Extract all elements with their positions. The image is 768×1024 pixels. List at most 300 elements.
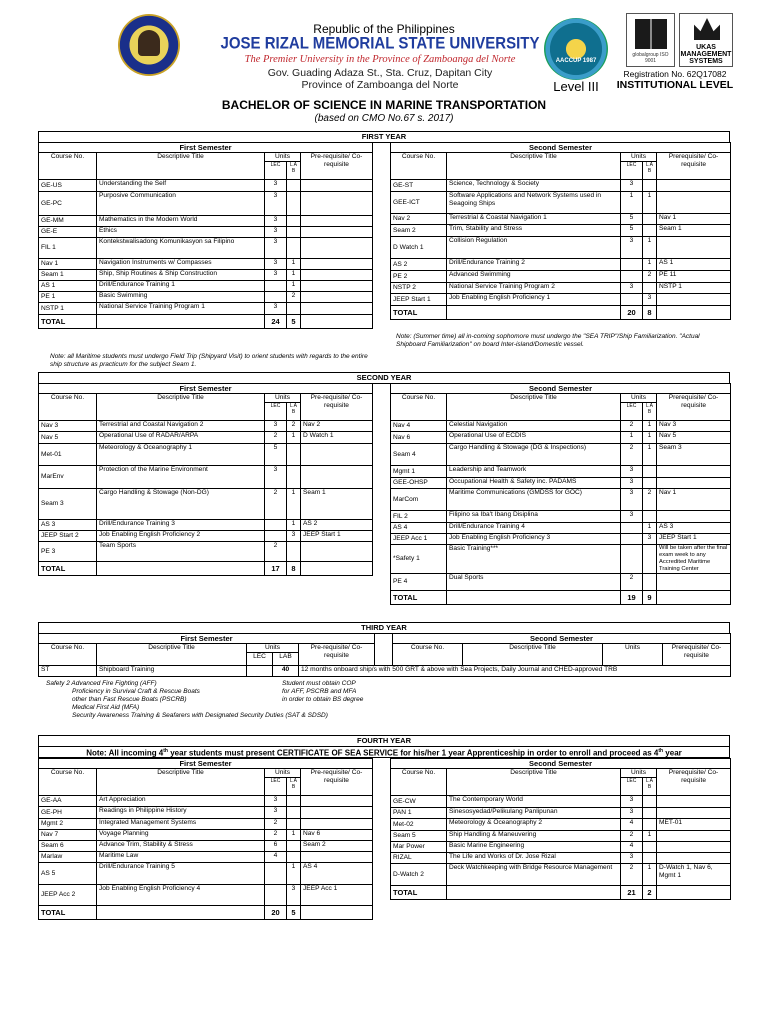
col-lec: LEC [265, 162, 287, 180]
total-lab: 8 [287, 562, 301, 576]
course-prereq: JEEP Acc 1 [301, 885, 373, 906]
col-lec: LEC [621, 403, 643, 421]
col-descriptive-title: Descriptive Title [463, 644, 603, 665]
course-prereq [301, 852, 373, 863]
course-lec [265, 531, 287, 542]
course-row [391, 259, 731, 271]
course-row [391, 864, 731, 886]
course-prereq: AS 4 [301, 863, 373, 885]
course-no: ST [39, 666, 97, 677]
course-lab: 2 [287, 421, 301, 432]
course-row [39, 852, 373, 863]
course-lab [287, 807, 301, 819]
col-lab: L A B [287, 162, 301, 180]
course-prereq [657, 192, 731, 214]
course-prereq: Nav 1 [657, 489, 731, 511]
course-title: Software Applications and Network Systems used in Seagoing Ships [447, 192, 621, 214]
course-lec: 4 [621, 819, 643, 831]
course-lab: 1 [287, 432, 301, 444]
institutional-level: INSTITUTIONAL LEVEL [616, 79, 734, 91]
course-row [391, 489, 731, 511]
course-lab: 1 [643, 192, 657, 214]
course-lab: 1 [643, 421, 657, 432]
university-motto: The Premier University in the Province of Zamboanga del Norte [244, 54, 516, 65]
course-lec [265, 520, 287, 531]
col-prerequisite: Prerequisite/ Co-requisite [657, 153, 731, 180]
course-lec: 3 [265, 270, 287, 281]
course-no: JEEP Acc 1 [391, 534, 447, 545]
course-no: Nav 6 [391, 432, 447, 444]
course-title: Readings in Philippine History [97, 807, 265, 819]
course-lec: 3 [265, 259, 287, 270]
course-lec [621, 294, 643, 306]
semester-label: First Semester [39, 143, 373, 153]
course-lec [265, 292, 287, 303]
course-row [391, 214, 731, 225]
course-lab [643, 466, 657, 478]
course-lab [643, 853, 657, 864]
course-lab [287, 192, 301, 216]
course-title: Leadership and Teamwork [447, 466, 621, 478]
course-lec: 2 [621, 574, 643, 591]
course-title: Operational Use of RADAR/ARPA [97, 432, 265, 444]
course-title: Art Appreciation [97, 796, 265, 807]
course-no: D-Watch 2 [391, 864, 447, 886]
course-lab [287, 819, 301, 830]
iso-cert-label: globalgroup ISO 9001 [632, 52, 669, 64]
col-units: Units [603, 644, 663, 665]
course-prereq: NSTP 1 [657, 283, 731, 294]
second-year-heading: SECOND YEAR [38, 372, 730, 384]
course-no: JEEP Start 2 [39, 531, 97, 542]
course-lec: 3 [265, 216, 287, 227]
course-no: Mar Power [391, 842, 447, 853]
course-title: Job Enabling English Proficiency 3 [447, 534, 621, 545]
course-prereq: JEEP Start 1 [657, 534, 731, 545]
course-title: Voyage Planning [97, 830, 265, 841]
course-lec: 3 [265, 227, 287, 238]
col-units: Units [621, 394, 657, 403]
course-lab: 1 [287, 863, 301, 885]
course-title: Ethics [97, 227, 265, 238]
course-lec: 6 [265, 841, 287, 852]
course-prereq: MET-01 [657, 819, 731, 831]
course-prereq [301, 444, 373, 466]
semester-label: First Semester [39, 634, 375, 644]
course-prereq: Nav 5 [657, 432, 731, 444]
course-title: Shipboard Training [97, 666, 247, 677]
course-row [39, 531, 373, 542]
course-row [391, 283, 731, 294]
col-prerequisite: Pre-requisite/ Co-requisite [299, 644, 375, 666]
first-year-heading: FIRST YEAR [38, 131, 730, 143]
course-title: Job Enabling English Proficiency 4 [97, 885, 265, 906]
col-lab: L A B [287, 778, 301, 796]
course-no: Seam 4 [391, 444, 447, 466]
course-title: Team Sports [97, 542, 265, 562]
fourth-year-second-semester-table [390, 758, 731, 900]
course-prereq [657, 842, 731, 853]
col-prerequisite: Prerequisite/ Co-requisite [671, 644, 722, 659]
course-prereq: Nav 1 [657, 214, 731, 225]
course-no: Nav 5 [39, 432, 97, 444]
course-no: GE-ST [391, 180, 447, 192]
col-units: Units [621, 769, 657, 778]
course-lab: 1 [287, 270, 301, 281]
course-lab [287, 216, 301, 227]
col-descriptive-title: Descriptive Title [97, 644, 247, 666]
col-descriptive-title: Descriptive Title [97, 394, 265, 421]
course-no: FIL 2 [391, 511, 447, 523]
course-no: AS 3 [39, 520, 97, 531]
third-year-table [38, 633, 731, 677]
course-row [391, 478, 731, 489]
col-course-no: Course No. [391, 769, 447, 796]
course-lec: 2 [621, 421, 643, 432]
course-prereq [301, 216, 373, 227]
course-lec: 3 [621, 808, 643, 819]
second-year-second-semester-table [390, 383, 731, 605]
total-label: TOTAL [391, 591, 447, 605]
course-lab [643, 545, 657, 574]
col-units: Units [265, 394, 301, 403]
course-prereq [301, 238, 373, 259]
course-title: The Contemporary World [447, 796, 621, 808]
course-row [39, 819, 373, 830]
course-title: Job Enabling English Proficiency 2 [97, 531, 265, 542]
course-title: Terrestrial & Coastal Navigation 1 [447, 214, 621, 225]
course-lab [643, 574, 657, 591]
course-lec: 1 [621, 432, 643, 444]
course-title: Job Enabling English Proficiency 1 [447, 294, 621, 306]
course-prereq [657, 796, 731, 808]
third-year-note-line: other than Fast Rescue Boats (PSCRB) [72, 696, 187, 703]
course-row [39, 432, 373, 444]
col-lec: LEC [265, 403, 287, 421]
course-lab [643, 796, 657, 808]
col-course-no: Course No. [391, 394, 447, 421]
course-row [391, 225, 731, 237]
course-lab: 1 [643, 864, 657, 886]
course-no: Mgmt 2 [39, 819, 97, 830]
course-row [39, 270, 373, 281]
col-course-no: Course No. [39, 394, 97, 421]
course-lec: 2 [265, 819, 287, 830]
course-title: Integrated Management Systems [97, 819, 265, 830]
col-descriptive-title: Descriptive Title [97, 153, 265, 180]
course-prereq: JEEP Start 1 [301, 531, 373, 542]
course-title: Basic Swimming [97, 292, 265, 303]
third-year-note-line: Safety 2 Advanced Fire Fighting (AFF) [46, 680, 157, 687]
course-lec [265, 885, 287, 906]
course-no: GE-PH [39, 807, 97, 819]
fourth-year-heading: FOURTH YEAR [38, 735, 730, 747]
course-title: National Service Training Program 1 [97, 303, 265, 315]
total-lab: 2 [643, 886, 657, 900]
semester-label: Second Semester [393, 634, 731, 644]
course-prereq [301, 192, 373, 216]
course-no: PE 1 [39, 292, 97, 303]
course-row [391, 853, 731, 864]
course-prereq: AS 1 [657, 259, 731, 271]
course-lab [287, 303, 301, 315]
course-title: Trim, Stability and Stress [447, 225, 621, 237]
third-year-note-right-line: in order to obtain BS degree [282, 696, 364, 703]
course-prereq: Will be taken after the final exam week to any Accredited Maritime Training Center [657, 545, 731, 574]
col-lec: LEC [265, 778, 287, 796]
col-lab: LAB [273, 653, 299, 666]
col-prerequisite: Prerequisite/ Co-requisite [657, 394, 731, 421]
total-row [39, 562, 373, 576]
course-no: GE-E [39, 227, 97, 238]
course-row [391, 819, 731, 831]
course-lab: 40 [273, 666, 299, 677]
course-no: PE 4 [391, 574, 447, 591]
course-prereq: Nav 3 [657, 421, 731, 432]
course-lec: 3 [265, 192, 287, 216]
course-no: Seam 3 [39, 489, 97, 520]
course-title: Ship, Ship Routines & Ship Construction [97, 270, 265, 281]
course-row [391, 466, 731, 478]
course-prereq [301, 227, 373, 238]
ukas-logo-icon [679, 13, 733, 67]
course-title: Drill/Endurance Training 1 [97, 281, 265, 292]
course-lec [621, 523, 643, 534]
course-lab: 1 [287, 489, 301, 520]
col-descriptive-title: Descriptive Title [447, 394, 621, 421]
course-lec: 2 [265, 489, 287, 520]
course-title: Understanding the Self [97, 180, 265, 192]
total-label: TOTAL [39, 315, 97, 329]
col-course-no: Course No. [393, 644, 463, 665]
course-lec: 3 [265, 421, 287, 432]
course-title: Celestial Navigation [447, 421, 621, 432]
course-row [39, 666, 731, 677]
course-title: The Life and Works of Dr. Jose Rizal [447, 853, 621, 864]
total-lec: 19 [621, 591, 643, 605]
col-units: Units [265, 769, 301, 778]
total-label: TOTAL [39, 906, 97, 920]
col-lec: LEC [247, 653, 273, 666]
course-lab [287, 180, 301, 192]
course-lab [643, 225, 657, 237]
course-no: Met-01 [39, 444, 97, 466]
course-title: Ship Handling & Maneuvering [447, 831, 621, 842]
course-title: Navigation Instruments w/ Compasses [97, 259, 265, 270]
course-prereq [657, 808, 731, 819]
iso-cert-logo-icon [626, 13, 675, 67]
col-course-no: Course No. [391, 153, 447, 180]
course-prereq [657, 511, 731, 523]
course-no: Seam 2 [391, 225, 447, 237]
course-row [39, 227, 373, 238]
course-row [391, 523, 731, 534]
third-year-note-line: Security Awareness Training & Seafarers with Designated Security Duties (SAT & SDSD) [72, 712, 328, 719]
course-row [39, 863, 373, 885]
course-lab: 1 [643, 259, 657, 271]
total-label: TOTAL [391, 886, 447, 900]
third-year-notes-right [282, 680, 363, 704]
course-lab: 1 [643, 237, 657, 259]
course-lec: 5 [621, 225, 643, 237]
course-lab: 1 [643, 432, 657, 444]
course-row [391, 294, 731, 306]
course-row [391, 545, 731, 574]
course-lec: 3 [621, 180, 643, 192]
col-lab: L A B [643, 778, 657, 796]
course-prereq [657, 237, 731, 259]
total-lec: 17 [265, 562, 287, 576]
course-prereq [657, 466, 731, 478]
course-no: GEE-ICT [391, 192, 447, 214]
course-no: Nav 4 [391, 421, 447, 432]
course-no: GE-MM [39, 216, 97, 227]
address-line-1: Gov. Guading Adaza St., Sta. Cruz, Dapitan City [267, 67, 493, 79]
course-title: Cargo Handling & Stowage (Non-DG) [97, 489, 265, 520]
program-subtitle: (based on CMO No.67 s. 2017) [314, 113, 454, 124]
course-no: FIL 1 [39, 238, 97, 259]
course-no: Seam 6 [39, 841, 97, 852]
course-prereq [301, 466, 373, 489]
course-row [391, 574, 731, 591]
course-prereq: Seam 1 [657, 225, 731, 237]
course-prereq [301, 259, 373, 270]
course-lec [265, 281, 287, 292]
course-no: Seam 1 [39, 270, 97, 281]
course-lec: 3 [621, 853, 643, 864]
col-units: Units [265, 153, 301, 162]
course-row [391, 808, 731, 819]
course-no: GEE-OHSP [391, 478, 447, 489]
third-year-note-right-line: for AFF, PSCRB and MFA [282, 688, 357, 695]
third-year-note-right-line: Student must obtain COP [282, 680, 356, 687]
course-description: 12 months onboard ship/s with 500 GRT & above with Sea Projects, Daily Journal and CHED-approved TRB [299, 666, 731, 677]
total-label: TOTAL [391, 306, 447, 320]
course-lec: 3 [621, 511, 643, 523]
course-prereq: PE 11 [657, 271, 731, 283]
course-no: GE-US [39, 180, 97, 192]
col-units: Units [621, 153, 657, 162]
course-row [39, 192, 373, 216]
course-row [39, 489, 373, 520]
course-lab: 1 [287, 520, 301, 531]
course-prereq [301, 807, 373, 819]
course-prereq [657, 180, 731, 192]
col-prerequisite: Pre-requisite/ Co-requisite [301, 153, 373, 180]
course-row [391, 271, 731, 283]
course-row [39, 841, 373, 852]
course-lec: 5 [265, 444, 287, 466]
col-lec: LEC [621, 162, 643, 180]
course-title: Dual Sports [447, 574, 621, 591]
course-no: Seam 5 [391, 831, 447, 842]
total-lec: 20 [621, 306, 643, 320]
accreditation-level: Level III [553, 79, 599, 94]
course-lab [643, 842, 657, 853]
course-prereq [657, 294, 731, 306]
course-lab: 3 [643, 294, 657, 306]
course-title: National Service Training Program 2 [447, 283, 621, 294]
course-row [39, 216, 373, 227]
course-no: Mgmt 1 [391, 466, 447, 478]
semester-label: Second Semester [391, 384, 731, 394]
course-prereq [301, 270, 373, 281]
course-row [39, 466, 373, 489]
course-lab: 2 [643, 271, 657, 283]
course-no: Nav 2 [391, 214, 447, 225]
program-title: BACHELOR OF SCIENCE IN MARINE TRANSPORTATION [221, 98, 547, 112]
total-row [391, 306, 731, 320]
course-no: D Watch 1 [391, 237, 447, 259]
course-row [391, 831, 731, 842]
course-title: Deck Watchkeeping with Bridge Resource Management [447, 864, 621, 886]
total-row [39, 906, 373, 920]
course-row [391, 432, 731, 444]
col-descriptive-title: Descriptive Title [447, 769, 621, 796]
course-title: Occupational Health & Safety inc. PADAMS [447, 478, 621, 489]
col-lec: LEC [621, 778, 643, 796]
course-row [39, 520, 373, 531]
total-row [39, 315, 373, 329]
course-lec: 5 [621, 214, 643, 225]
course-title: Terrestrial and Coastal Navigation 2 [97, 421, 265, 432]
total-lab: 5 [287, 315, 301, 329]
semester-label: First Semester [39, 759, 373, 769]
course-row [39, 421, 373, 432]
course-prereq: Nav 6 [301, 830, 373, 841]
course-title: Science, Technology & Society [447, 180, 621, 192]
course-lec: 3 [265, 796, 287, 807]
course-row [39, 807, 373, 819]
course-no: NSTP 1 [39, 303, 97, 315]
course-no: PE 3 [39, 542, 97, 562]
course-no: NSTP 2 [391, 283, 447, 294]
course-row [391, 444, 731, 466]
course-title: Advance Trim, Stability & Stress [97, 841, 265, 852]
course-title: Drill/Endurance Training 5 [97, 863, 265, 885]
third-year-heading: THIRD YEAR [38, 622, 730, 634]
course-title: Meteorology & Oceanography 2 [447, 819, 621, 831]
course-lab [643, 819, 657, 831]
course-lab: 1 [287, 830, 301, 841]
course-title: Drill/Endurance Training 4 [447, 523, 621, 534]
total-lab: 5 [287, 906, 301, 920]
course-lec: 2 [621, 831, 643, 842]
course-lec: 3 [621, 796, 643, 808]
aaccup-label: AACCUP 1987 [555, 58, 597, 64]
col-course-no: Course No. [39, 769, 97, 796]
course-lec: 2 [621, 444, 643, 466]
course-lec: 3 [265, 466, 287, 489]
course-no: Marlaw [39, 852, 97, 863]
first-year-first-semester-table [38, 142, 373, 329]
course-title: Operational Use of ECDIS [447, 432, 621, 444]
course-lec: 4 [265, 852, 287, 863]
course-row [39, 292, 373, 303]
course-prereq [301, 180, 373, 192]
course-row [39, 444, 373, 466]
course-title: Meteorology & Oceanography 1 [97, 444, 265, 466]
first-year-note-left: Note: all Maritime students must undergo Field Trip (Shipyard Visit) to orient students with regards to the entire ship structure as practicum for the subject Seam 1. [50, 353, 368, 368]
course-lec [265, 863, 287, 885]
course-lec [621, 259, 643, 271]
col-course-no: Course No. [39, 153, 97, 180]
course-title: Mathematics in the Modern World [97, 216, 265, 227]
course-no: GE-CW [391, 796, 447, 808]
first-year-note-right: Note: (Summer time) all in-coming sophomore must undergo the "SEA TRIP"/Ship Familiarization. "Actual Shipboard Familiarization" on board Inter-island/Domestic vessel. [396, 333, 700, 348]
course-prereq: Seam 2 [301, 841, 373, 852]
course-lec: 3 [621, 466, 643, 478]
